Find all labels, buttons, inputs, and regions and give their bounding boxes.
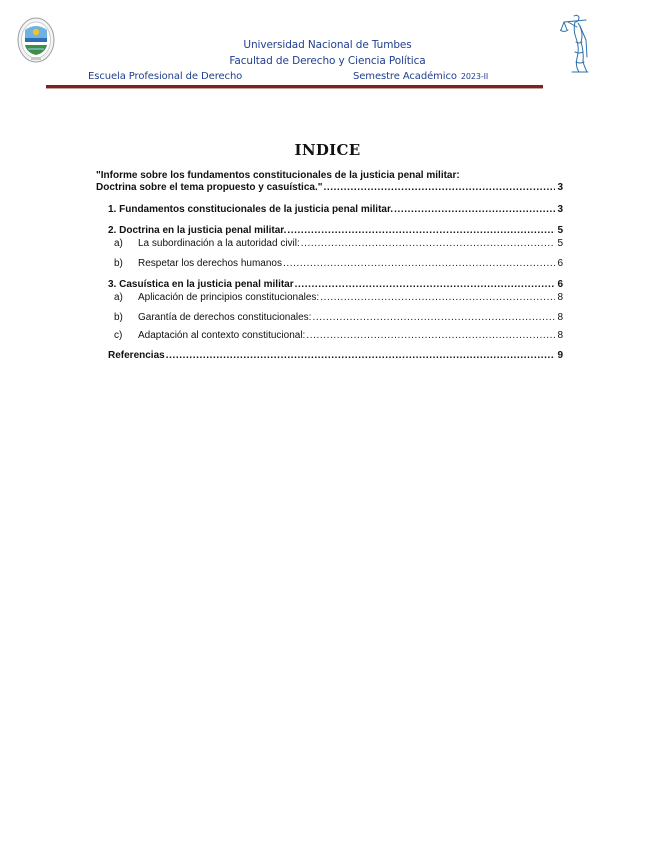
toc-entry-text: Garantía de derechos constitucionales: [138, 312, 312, 323]
toc-page-number: 5 [557, 225, 563, 236]
toc-entry-section-2a[interactable] [114, 238, 563, 250]
toc-entry-text: Adaptación al contexto constitucional: [138, 330, 306, 341]
school-name: Escuela Profesional de Derecho [88, 71, 243, 82]
faculty-name: Facultad de Derecho y Ciencia Política [229, 55, 426, 67]
toc-entry-section-3b[interactable] [114, 312, 563, 324]
toc-leader-dots [323, 182, 555, 194]
toc-entry-text: 1. Fundamentos constitucionales de la justicia penal militar. [108, 204, 394, 215]
toc-item-marker: b) [114, 258, 123, 269]
toc-leader-dots [301, 238, 555, 250]
toc-page-number: 5 [557, 238, 563, 249]
toc-entry-text: Aplicación de principios constitucionales: [138, 292, 320, 303]
semester-label: Semestre Académico [353, 71, 457, 82]
toc-entry-section-2b[interactable] [114, 258, 563, 270]
semester-code: 2023-II [460, 72, 489, 81]
toc-entry-section-3a[interactable] [114, 292, 563, 304]
toc-entry-text: 3. Casuística en la justicia penal militar [108, 279, 294, 290]
toc-page-number: 6 [557, 258, 563, 269]
index-title: INDICE [294, 141, 361, 159]
toc-page-number: 8 [557, 330, 563, 341]
toc-page-number: 9 [557, 350, 563, 361]
toc-item-marker: b) [114, 312, 123, 323]
university-name: Universidad Nacional de Tumbes [243, 39, 412, 51]
toc-entry-references[interactable] [108, 350, 563, 362]
toc-leader-dots [312, 312, 555, 324]
toc-leader-dots [166, 350, 555, 362]
toc-entry-report-title[interactable] [96, 182, 563, 194]
toc-entry-section-1[interactable] [108, 204, 563, 216]
toc-entry-section-3[interactable] [108, 279, 563, 291]
toc-leader-dots [320, 292, 555, 304]
toc-entry-section-2[interactable] [108, 225, 563, 237]
toc-entry-section-3c[interactable] [114, 330, 563, 342]
toc-leader-dots [295, 279, 555, 291]
header-divider [46, 85, 543, 89]
toc-page-number: 3 [557, 204, 563, 215]
toc-page-number: 3 [557, 182, 563, 193]
toc-entry-text: Doctrina sobre el tema propuesto y casuística." [96, 182, 323, 193]
toc-entry-text: La subordinación a la autoridad civil: [138, 238, 300, 249]
toc-entry-report-title-line1[interactable]: "Informe sobre los fundamentos constitucionales de la justicia penal militar: [96, 170, 460, 181]
toc-entry-text: Respetar los derechos humanos [138, 258, 282, 269]
toc-entry-text: Referencias [108, 350, 165, 361]
toc-item-marker: c) [114, 330, 123, 341]
toc-item-marker: a) [114, 238, 123, 249]
toc-page-number: 8 [557, 292, 563, 303]
toc-page-number: 6 [557, 279, 563, 290]
toc-page-number: 8 [557, 312, 563, 323]
toc-leader-dots [287, 225, 555, 237]
toc-item-marker: a) [114, 292, 123, 303]
toc-leader-dots [306, 330, 555, 342]
toc-entry-text: 2. Doctrina en la justicia penal militar. [108, 225, 287, 236]
semester-info [353, 71, 488, 82]
toc-leader-dots [283, 258, 555, 270]
toc-leader-dots [394, 204, 555, 216]
